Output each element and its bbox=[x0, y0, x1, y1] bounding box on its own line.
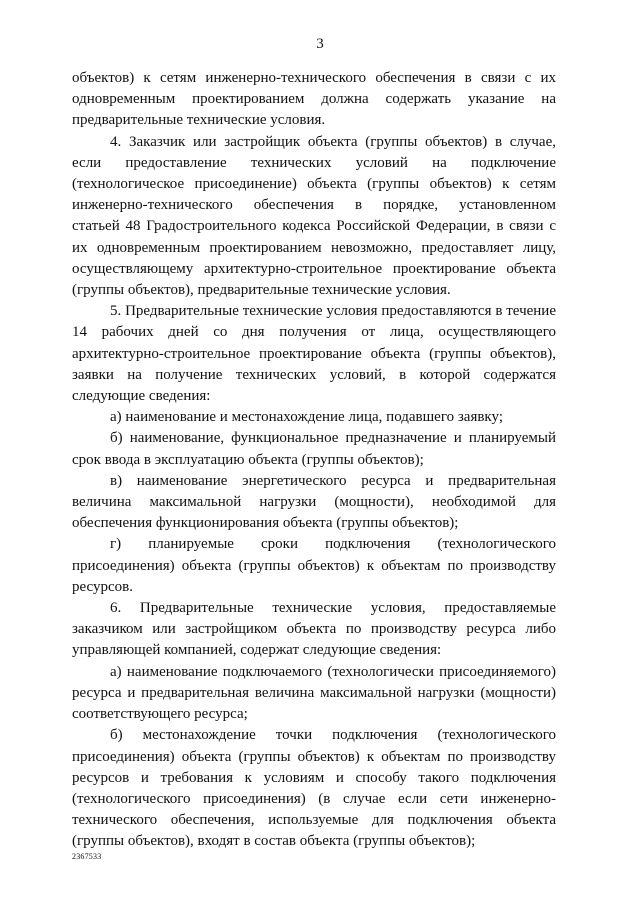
text-line: объектов) к сетям инженерно-технического обеспечения в связи с их bbox=[72, 70, 556, 86]
text-line: заказчиком или застройщиком объекта по производству ресурса либо bbox=[72, 621, 556, 638]
text-line: 5. Предварительные технические условия предоставляются в течение bbox=[110, 303, 556, 320]
text-line: присоединения) объекта (группы объектов) к объектам по производству bbox=[72, 557, 556, 574]
text-line: если предоставление технических условий на подключение bbox=[72, 154, 556, 171]
text-line: а) наименование подключаемого (технологически присоединяемого) bbox=[110, 663, 556, 680]
paragraph-p6a bbox=[72, 662, 556, 726]
text-line: технического обеспечения, используемые для подключения объекта bbox=[72, 812, 556, 829]
text-line: предварительные технические условия. bbox=[72, 112, 326, 129]
text-line: а) наименование и местонахождение лица, подавшего заявку; bbox=[110, 409, 503, 426]
text-line: соответствующего ресурса; bbox=[72, 706, 248, 723]
text-line: (группы объектов), входят в состав объекта (группы объектов); bbox=[72, 833, 476, 850]
text-line: одновременным проектированием должна содержать указание на bbox=[72, 91, 556, 108]
paragraph-p5g bbox=[72, 534, 556, 598]
text-line: (технологическое присоединение) объекта (группы объектов) к сетям bbox=[72, 176, 556, 193]
text-line: 4. Заказчик или застройщик объекта (группы объектов) в случае, bbox=[110, 133, 556, 150]
paragraph-p5 bbox=[72, 301, 556, 407]
text-line: б) местонахождение точки подключения (технологического bbox=[110, 727, 556, 744]
text-line: (технологического присоединения) (в случае если сети инженерно- bbox=[72, 790, 556, 807]
text-line: обеспечения функционирования объекта (группы объектов); bbox=[72, 515, 459, 532]
paragraph-p6b bbox=[72, 725, 556, 852]
text-line: статьей 48 Градостроительного кодекса Российской Федерации, в связи с bbox=[72, 218, 556, 235]
text-line: ресурсов. bbox=[72, 578, 133, 595]
paragraph-p0 bbox=[72, 68, 556, 132]
paragraph-p5v bbox=[72, 471, 556, 535]
text-line: г) планируемые сроки подключения (технологического bbox=[110, 536, 556, 553]
text-line: 14 рабочих дней со дня получения от лица, осуществляющего bbox=[72, 324, 556, 341]
text-line: 6. Предварительные технические условия, предоставляемые bbox=[110, 600, 556, 617]
text-line: архитектурно-строительное проектирование объекта (группы объектов), bbox=[72, 345, 556, 362]
document-code: 2367533 bbox=[72, 852, 102, 861]
text-line: инженерно-технического обеспечения в порядке, установленном bbox=[72, 197, 556, 214]
text-line: срок ввода в эксплуатацию объекта (группы объектов); bbox=[72, 451, 424, 468]
document-body bbox=[72, 68, 556, 853]
text-line: в) наименование энергетического ресурса и предварительная bbox=[110, 472, 556, 489]
text-line: осуществляющему архитектурно-строительное проектирование объекта bbox=[72, 260, 556, 277]
paragraph-p5b bbox=[72, 428, 556, 470]
paragraph-p4 bbox=[72, 132, 556, 302]
page-number: 3 bbox=[316, 36, 324, 52]
text-line: (группы объектов), предварительные технические условия. bbox=[72, 282, 451, 299]
text-line: присоединения) объекта (группы объектов) к объектам по производству bbox=[72, 748, 556, 765]
text-line: их одновременным проектированием невозможно, предоставляет лицу, bbox=[72, 239, 556, 256]
paragraph-p5a bbox=[72, 407, 556, 428]
paragraph-p6 bbox=[72, 598, 556, 662]
text-line: величина максимальной нагрузки (мощности), необходимой для bbox=[72, 494, 556, 511]
text-line: заявки на получение технических условий, в которой содержатся bbox=[72, 366, 556, 383]
text-line: б) наименование, функциональное предназначение и планируемый bbox=[110, 430, 556, 447]
text-line: ресурса и предварительная величина максимальной нагрузки (мощности) bbox=[72, 684, 556, 701]
text-line: управляющей компанией, содержат следующие сведения: bbox=[72, 642, 442, 659]
text-line: следующие сведения: bbox=[72, 388, 211, 405]
text-line: ресурсов и требования к условиям и способу такого подключения bbox=[72, 769, 556, 786]
